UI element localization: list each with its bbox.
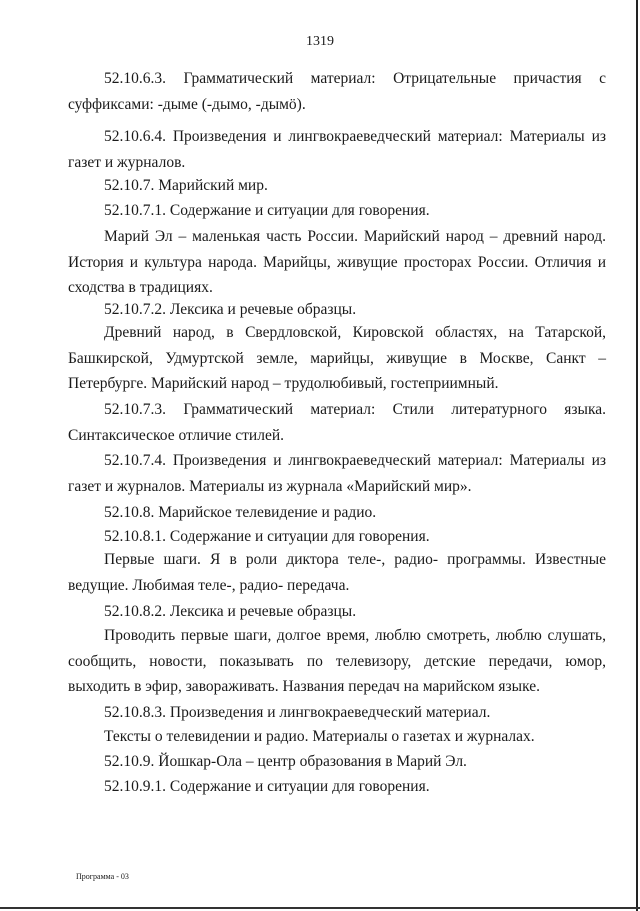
- paragraph-52-10-7-4: 52.10.7.4. Произведения и лингвокраеведческий материал: Материалы из газет и журналов. Материалы из журнала «Марийский мир».: [68, 452, 606, 495]
- paragraph-52-10-6-3: 52.10.6.3. Грамматический материал: Отрицательные причастия с суффиксами: -дыме (-дымо, -дымӧ).: [68, 70, 606, 113]
- heading-52-10-7-1: 52.10.7.1. Содержание и ситуации для говорения.: [104, 202, 430, 219]
- scan-edge-right: [636, 0, 638, 911]
- heading-52-10-7: 52.10.7. Марийский мир.: [104, 177, 268, 194]
- paragraph-tv-radio-texts: Тексты о телевидении и радио. Материалы о газетах и журналах.: [104, 728, 535, 745]
- heading-52-10-7-2: 52.10.7.2. Лексика и речевые образцы.: [104, 301, 357, 318]
- scan-edge-bottom: [0, 907, 640, 909]
- heading-52-10-8: 52.10.8. Марийское телевидение и радио.: [104, 504, 377, 521]
- paragraph-vocabulary: Проводить первые шаги, долгое время, люблю смотреть, люблю слушать, сообщить, новости, показывать по телевизору, детские передачи, юмор, выходить в эфир, завораживать. Названия передач на марийском языке.: [68, 627, 606, 695]
- heading-52-10-9: 52.10.9. Йошкар-Ола – центр образования в Марий Эл.: [104, 753, 467, 770]
- paragraph-52-10-6-4: 52.10.6.4. Произведения и лингвокраеведческий материал: Материалы из газет и журналов.: [68, 128, 606, 171]
- paragraph-first-steps: Первые шаги. Я в роли диктора теле-, радио- программы. Известные ведущие. Любимая теле-, радио- передача.: [68, 551, 606, 594]
- heading-52-10-8-2: 52.10.8.2. Лексика и речевые образцы.: [104, 603, 357, 620]
- heading-52-10-9-1: 52.10.9.1. Содержание и ситуации для говорения.: [104, 778, 430, 795]
- footer-label: Программа - 03: [76, 872, 129, 881]
- paragraph-mariy-el: Марий Эл – маленькая часть России. Марийский народ – древний народ. История и культура народа. Марийцы, живущие просторах России. Отличия и сходства в традициях.: [68, 228, 606, 296]
- heading-52-10-8-1: 52.10.8.1. Содержание и ситуации для говорения.: [104, 528, 430, 545]
- page-number: 1319: [306, 34, 334, 49]
- heading-52-10-8-3: 52.10.8.3. Произведения и лингвокраеведческий материал.: [104, 704, 491, 721]
- paragraph-52-10-7-3: 52.10.7.3. Грамматический материал: Стили литературного языка. Синтаксическое отличие стилей.: [68, 401, 606, 444]
- paragraph-ancient-people: Древний народ, в Свердловской, Кировской областях, на Татарской, Башкирской, Удмуртской земле, марийцы, живущие в Москве, Санкт – Петербурге. Марийский народ – трудолюбивый, гостеприимный.: [68, 324, 606, 392]
